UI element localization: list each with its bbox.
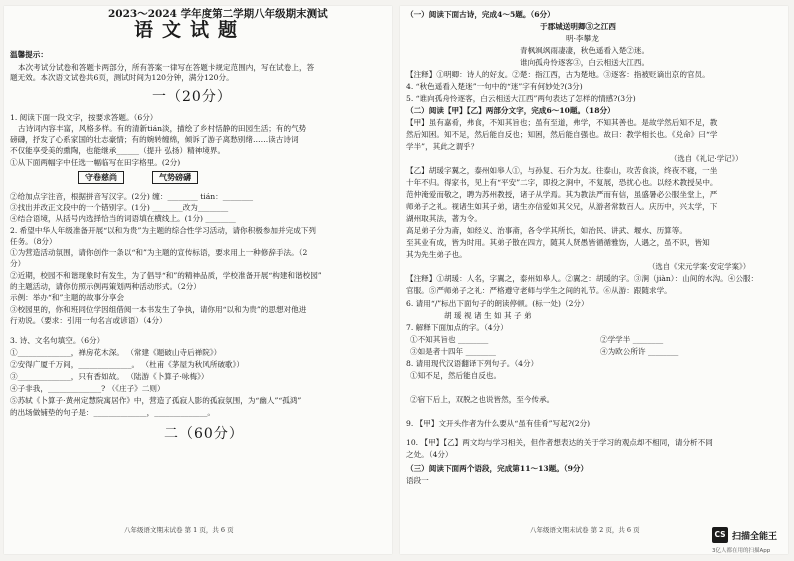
section-3-heading: （三）阅读下面两个语段，完成第11～13题。（9分） (406, 464, 589, 473)
poem-title: 于郡城送明卿③之江西 (540, 22, 616, 31)
question-2-part-2: 的主题活动，请你仿照示例再策划两种活动形式。（2分） (10, 282, 201, 291)
tips-line: 题无效。本次语文试卷共6页，测试时间为120分钟，满分120分。 (10, 73, 234, 82)
calligraphy-sample-1: 守卷慈尚 (78, 171, 124, 184)
passage-line: 磅礴，抒发了心系家国的壮志豪情；有的婉转缠绵，倾诉了游子离愁别绪……读古诗词 (10, 135, 299, 144)
passage-yi-line: 至其业有成，皆为时用。其弟子散在四方，随其人贤愚皆循循雅饬，人遇之，虽不识，皆知 (406, 238, 710, 247)
passage-yi-line: 其为先生弟子也。 (406, 250, 467, 259)
passage-jia-line: 然后知困。知不足，然后能自反也；知困，然后能自强也。故曰：教学相长也。《兑命》曰“学 (406, 130, 718, 139)
passage-yi-line: 湖州取其法，著为令。 (406, 214, 482, 223)
exam-page-2 (400, 6, 788, 554)
question-8: 8. 请用现代汉语翻译下列句子。（4分） (406, 359, 539, 368)
fill-blank-line: ②安得广厦千万间，______________。 （杜甫《茅屋为秋风所破歌》） (10, 360, 245, 369)
poem-line: 青枫飒飒雨凄凄，秋色遥看入楚②迷。 (520, 46, 650, 55)
question-2-part-1: 分） (10, 259, 26, 268)
exam-year-title: 2023～2024 学年度第二学期八年级期末测试 (108, 8, 328, 20)
question-1-part-1: ①从下面两幅字中任选一幅临写在田字格里。(2分) (10, 158, 181, 167)
part-one-heading: 一（20分） (152, 89, 232, 105)
tips-label: 温馨提示： (10, 50, 48, 59)
question-5: 5. “谁向孤舟怜逐客，白云相送大江西”两句表达了怎样的情感?(3分) (406, 94, 636, 103)
passage-yi-notes: 官服。⑤严师弟子之礼：严格遵守老师与学生之间的礼节。⑥从游：跟随求学。 (406, 286, 672, 295)
question-6: 6. 请用“/”标出下面句子的朗读停顿。(标一处)（2分） (406, 299, 589, 308)
question-2-part-3: ③校园里的，你和班同位学因组借阅一本书发生了争执，请你用“以和为贵”的思想对他进 (10, 305, 307, 314)
scanner-tagline: 3亿人都在用的扫描App (712, 548, 771, 554)
poem-line: 谁向孤舟怜逐客③，白云相送大江西。 (520, 58, 650, 67)
passage-yi-line: 范仲淹爱而敬之，聘为苏州教授，诸子从学焉。其为教法严而有信，虽盛暑必公服坐堂上，严 (406, 190, 718, 199)
question-6-sentence: 胡 瑗 视 诸 生 如 其 子 弟 (444, 311, 532, 320)
question-3-stem: 3. 诗、文名句填空。（6分） (10, 336, 105, 345)
passage-yi-notes: 【注释】①胡瑗：人名，字翼之，泰州如皋人。②翼之：胡瑗的字。③涧（jiàn）：山间的水沟。④公服： (406, 274, 759, 283)
section-3-subheading: 语段一 (406, 476, 429, 485)
question-2-part-1: ①为营造活动氛围，请你创作一条以“和”为主题的宣传标语，要求用上一种修辞手法。（2 (10, 248, 308, 257)
question-8-item: ①知不足，然后能自反也。 (410, 371, 502, 380)
passage-line: 不仅能享受美的熏陶，也能继承______（提升 弘扬）精神境界。 (10, 146, 226, 155)
question-4: 4. “秋色遥看入楚迷”一句中的“迷”字有何妙处?(3分) (406, 82, 583, 91)
passage-jia-line: 学半”，其此之谓乎？ (406, 142, 479, 151)
part-two-heading: 二（60分） (164, 426, 244, 442)
question-9: 9. 【甲】文开头作者为什么要从“虽有佳肴”写起?(2分) (406, 419, 591, 428)
fill-blank-line: ③______________，只有香如故。 （陆游《卜算子·咏梅》） (10, 372, 209, 381)
page-footer: 八年级语文期末试卷 第 2 页，共 6 页 (530, 526, 640, 534)
fill-blank-line: ①______________，禅房花木深。 （常建《题破山寺后禅院》） (10, 348, 222, 357)
poem-notes: 【注释】①明卿：诗人的好友。②楚：指江西，古为楚地。③逐客：指被贬谪出京的官员。 (406, 70, 710, 79)
question-10: 之处。（4分） (406, 450, 453, 459)
question-7: 7. 解释下面加点的字。（4分） (406, 323, 508, 332)
question-1-stem: 1. 阅读下面一段文字，按要求答题。（6分） (10, 113, 158, 122)
camscanner-logo-icon: CS (712, 527, 728, 543)
question-2-stem: 任务。（8分） (10, 237, 57, 246)
passage-yi-source: （选自《宋元学案·安定学案》） (648, 262, 751, 271)
page-footer: 八年级语文期末试卷 第 1 页，共 6 页 (124, 526, 234, 534)
calligraphy-sample-2: 气势磅礴 (152, 171, 198, 184)
question-1-part-3: ③找出并改正文段中的一个错别字。(1分) ________改为________ (10, 203, 229, 212)
question-10: 10. 【甲】【乙】两文均与学习相关，但作者想表达的关于学习的观点却不相同，请分析不同 (406, 438, 713, 447)
question-8-item: ②宿下后上，双脱之也说皆然，至今传承。 (410, 395, 555, 404)
tips-line: 本次考试分试卷和答题卡两部分，所有答案一律写在答题卡规定范围内，写在试卷上，答 (18, 63, 315, 72)
passage-jia-source: （选自《礼记·学记》） (670, 154, 743, 163)
passage-yi-line: 【乙】胡瑗字翼之，泰州如皋人①，与孙复、石介为友。往泰山，攻苦食淡，终夜不寝，一坐 (406, 166, 718, 175)
question-1-part-4: ④结合语境，从括号内选择恰当的词语填在横线上。(1分) ________ (10, 214, 236, 223)
section-1-heading: （一）阅读下面古诗，完成4～5题。（6分） (406, 10, 555, 19)
question-7-item: ①不知其旨也 ________ (410, 335, 489, 344)
question-2-stem: 2. 希望中华人年级准备开展“以和为贵”为主题的综合性学习活动，请你积极参加并完成下列 (10, 226, 316, 235)
scanner-app-name: 扫描全能王 (732, 532, 778, 542)
question-2-part-2: ②近期，校园不和谐现象时有发生，为了倡导“和”的精神品质，学校准备开展“构建和谐校园” (10, 271, 322, 280)
question-1-part-2: ②给加点字注音，根据拼音写汉字。(2分) 缠：________ tián：________ (10, 192, 254, 201)
fill-blank-line: ⑤苏轼《卜算子·黄州定慧院寓居作》中，营造了孤寂人影的孤寂氛围，为“幽人”“孤鸿” (10, 396, 302, 405)
passage-yi-line: 十年不归。得家书，见上有“平安”二字，即投之涧中，不复展，恐扰心也。以经术教授吴中。 (406, 178, 718, 187)
exam-page-1 (4, 6, 392, 554)
question-7-item: ④为欧公所许 ________ (600, 347, 679, 356)
question-2-example: 示例：举办“和”主题的故事分享会 (10, 293, 125, 302)
question-7-item: ②学学半 ________ (600, 335, 664, 344)
passage-yi-line: 高足弟子分为斋，如经义、治事斋，各令学其所长，如治民、讲武、堰水、历算等。 (406, 226, 687, 235)
poem-author: 明·李攀龙 (566, 34, 599, 43)
question-2-part-3: 行劝说。（要求：引用一句名言或谚语）（4分） (10, 316, 167, 325)
fill-blank-line: 的出场做铺垫的句子是：______________，______________。 (10, 408, 216, 417)
scanner-watermark (712, 527, 792, 557)
passage-jia-line: 【甲】虽有嘉肴，弗食，不知其旨也；虽有至道，弗学，不知其善也。是故学然后知不足，教 (406, 118, 718, 127)
fill-blank-line: ④子非我，______________? （《庄子》二则） (10, 384, 165, 393)
passage-line: 古诗词内容丰富，风格多样。有的清新tián淡，描绘了乡村恬静的田园生活；有的气势 (18, 124, 307, 133)
question-7-item: ③如是者十四年 ________ (410, 347, 496, 356)
section-2-heading: （二）阅读【甲】【乙】两部分文字，完成6～10题。（18分） (406, 106, 615, 115)
passage-yi-line: 师弟子之礼。视诸生如其子弟，诸生亦信爱如其父兄，从游者常数百人。庆历中，兴太学，下 (406, 202, 718, 211)
exam-subject-title: 语文试题 (134, 19, 247, 41)
